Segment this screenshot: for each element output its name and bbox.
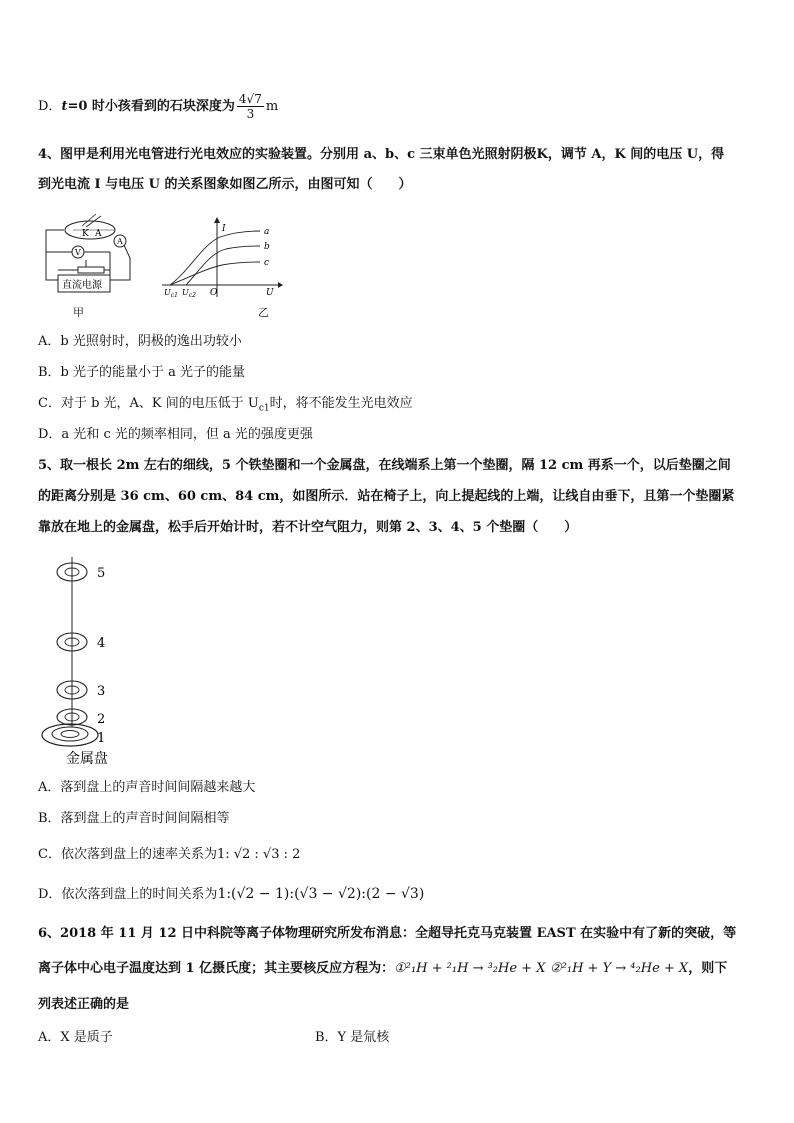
- q4-iu-graph: [160, 215, 284, 299]
- graph-i-label: I: [222, 224, 226, 234]
- q4-option-c-tail: 时，将不能发生光电效应: [269, 396, 413, 411]
- washer-1-label: 1: [97, 731, 106, 746]
- q4-circuit-figure: [38, 210, 138, 298]
- q4-stem-line1: 4、图甲是利用光电管进行光电效应的实验装置。分别用 a、b、c 三束单色光照射阴极K，调节 A，K 间的电压 U，得: [38, 147, 725, 162]
- voltmeter-label: V: [75, 248, 81, 257]
- washer-2-label: 2: [97, 712, 106, 727]
- q4-option-c: [38, 394, 758, 419]
- q3-option-d-var: t: [61, 99, 68, 114]
- q5-option-c: [38, 845, 758, 865]
- uc2-label: $U_{c2}$: [182, 288, 196, 299]
- washer-5-label: 5: [97, 566, 106, 581]
- q3-fraction-den: 3: [246, 107, 255, 121]
- figure-jia-label: 甲: [73, 306, 84, 319]
- q6-equation-2: ②²₁H + Y → ⁴₂He + X: [550, 961, 689, 976]
- q6-stem-line2: [38, 959, 758, 979]
- q3-option-d-prefix: D．: [38, 99, 62, 114]
- q3-option-d: [38, 92, 278, 121]
- q5-option-d: [38, 884, 758, 905]
- q4-option-c-text: C．对于 b 光，A、K 间的电压低于 U: [38, 396, 259, 411]
- q5-option-b: B．落到盘上的声音时间间隔相等: [38, 811, 230, 826]
- q3-fraction-num: 4√7: [238, 92, 262, 106]
- q6-stem-line2a: 离子体中心电子温度达到 1 亿摄氏度；其主要核反应方程为：: [38, 961, 395, 976]
- ammeter-label: A: [117, 237, 123, 246]
- curve-b-label: b: [264, 242, 270, 252]
- curve-a: [170, 231, 260, 285]
- washer-3-label: 3: [97, 684, 106, 699]
- q6-stem-line1: 6、2018 年 11 月 12 日中科院等离子体物理研究所发布消息：全超导托克马克装置 EAST 在实验中有了新的突破，等: [38, 926, 737, 941]
- q5-stem-line1: 5、取一根长 2m 左右的细线，5 个铁垫圈和一个金属盘，在线端系上第一个垫圈，隔 12 cm 再系一个，以后垫圈之间: [38, 458, 731, 473]
- q6-option-a: A．X 是质子: [38, 1030, 113, 1045]
- q6-stem-line3: 列表述正确的是: [38, 997, 130, 1012]
- q4-option-b: B．b 光子的能量小于 a 光子的能量: [38, 365, 246, 380]
- q6-equation-1: ①²₁H + ²₁H → ³₂He + X: [394, 961, 546, 976]
- q4-stem-line2: 到光电流 I 与电压 U 的关系图象如图乙所示，由图可知（ ）: [38, 177, 412, 192]
- q5-option-d-math: 1:(√2 − 1):(√3 − √2):(2 − √3): [217, 886, 425, 902]
- q3-unit: m: [265, 99, 279, 114]
- washer-4-label: 4: [97, 636, 106, 651]
- curve-c-label: c: [264, 258, 270, 268]
- q6-stem-line2b: ，则下: [688, 961, 728, 976]
- graph-u-label: U: [266, 288, 274, 298]
- q5-option-a: A．落到盘上的声音时间间隔越来越大: [38, 780, 256, 795]
- curve-c: [170, 262, 260, 285]
- q4-option-a: A．b 光照射时，阴极的逸出功较小: [38, 334, 242, 349]
- figure-yi-label: 乙: [258, 306, 269, 319]
- q3-fraction: [237, 92, 264, 121]
- q5-stem-line3: 靠放在地上的金属盘，松手后开始计时，若不计空气阻力，则第 2、3、4、5 个垫圈（ ）: [38, 520, 578, 535]
- uc1-label: $U_{c1}$: [164, 288, 178, 299]
- curve-b: [186, 246, 260, 285]
- q6-option-b: B．Y 是氚核: [315, 1030, 390, 1045]
- q5-option-c-math: 1: √2 : √3 : 2: [216, 847, 301, 862]
- q4-option-d: D．a 光和 c 光的频率相同，但 a 光的强度更强: [38, 427, 313, 442]
- q4-option-c-sub: c1: [258, 403, 270, 414]
- curve-a-label: a: [264, 227, 270, 237]
- q3-option-d-text: =0 时小孩看到的石块深度为: [67, 99, 235, 114]
- origin-label: O: [210, 288, 218, 298]
- washer-1: [52, 727, 88, 741]
- q5-stem-line2: 的距离分别是 36 cm、60 cm、84 cm，如图所示．站在椅子上，向上提起线的上端，让线自由垂下，且第一个垫圈紧: [38, 489, 735, 504]
- q5-option-c-prefix: C．依次落到盘上的速率关系为: [38, 847, 217, 862]
- metal-plate-label: 金属盘: [66, 751, 108, 767]
- rheostat-icon: [78, 267, 104, 273]
- power-source-label: 直流电源: [62, 280, 102, 291]
- q5-washer-figure: [40, 555, 140, 767]
- cathode-label: K: [82, 229, 89, 239]
- q5-option-d-prefix: D．依次落到盘上的时间关系为: [38, 887, 218, 902]
- anode-label: A: [95, 229, 102, 239]
